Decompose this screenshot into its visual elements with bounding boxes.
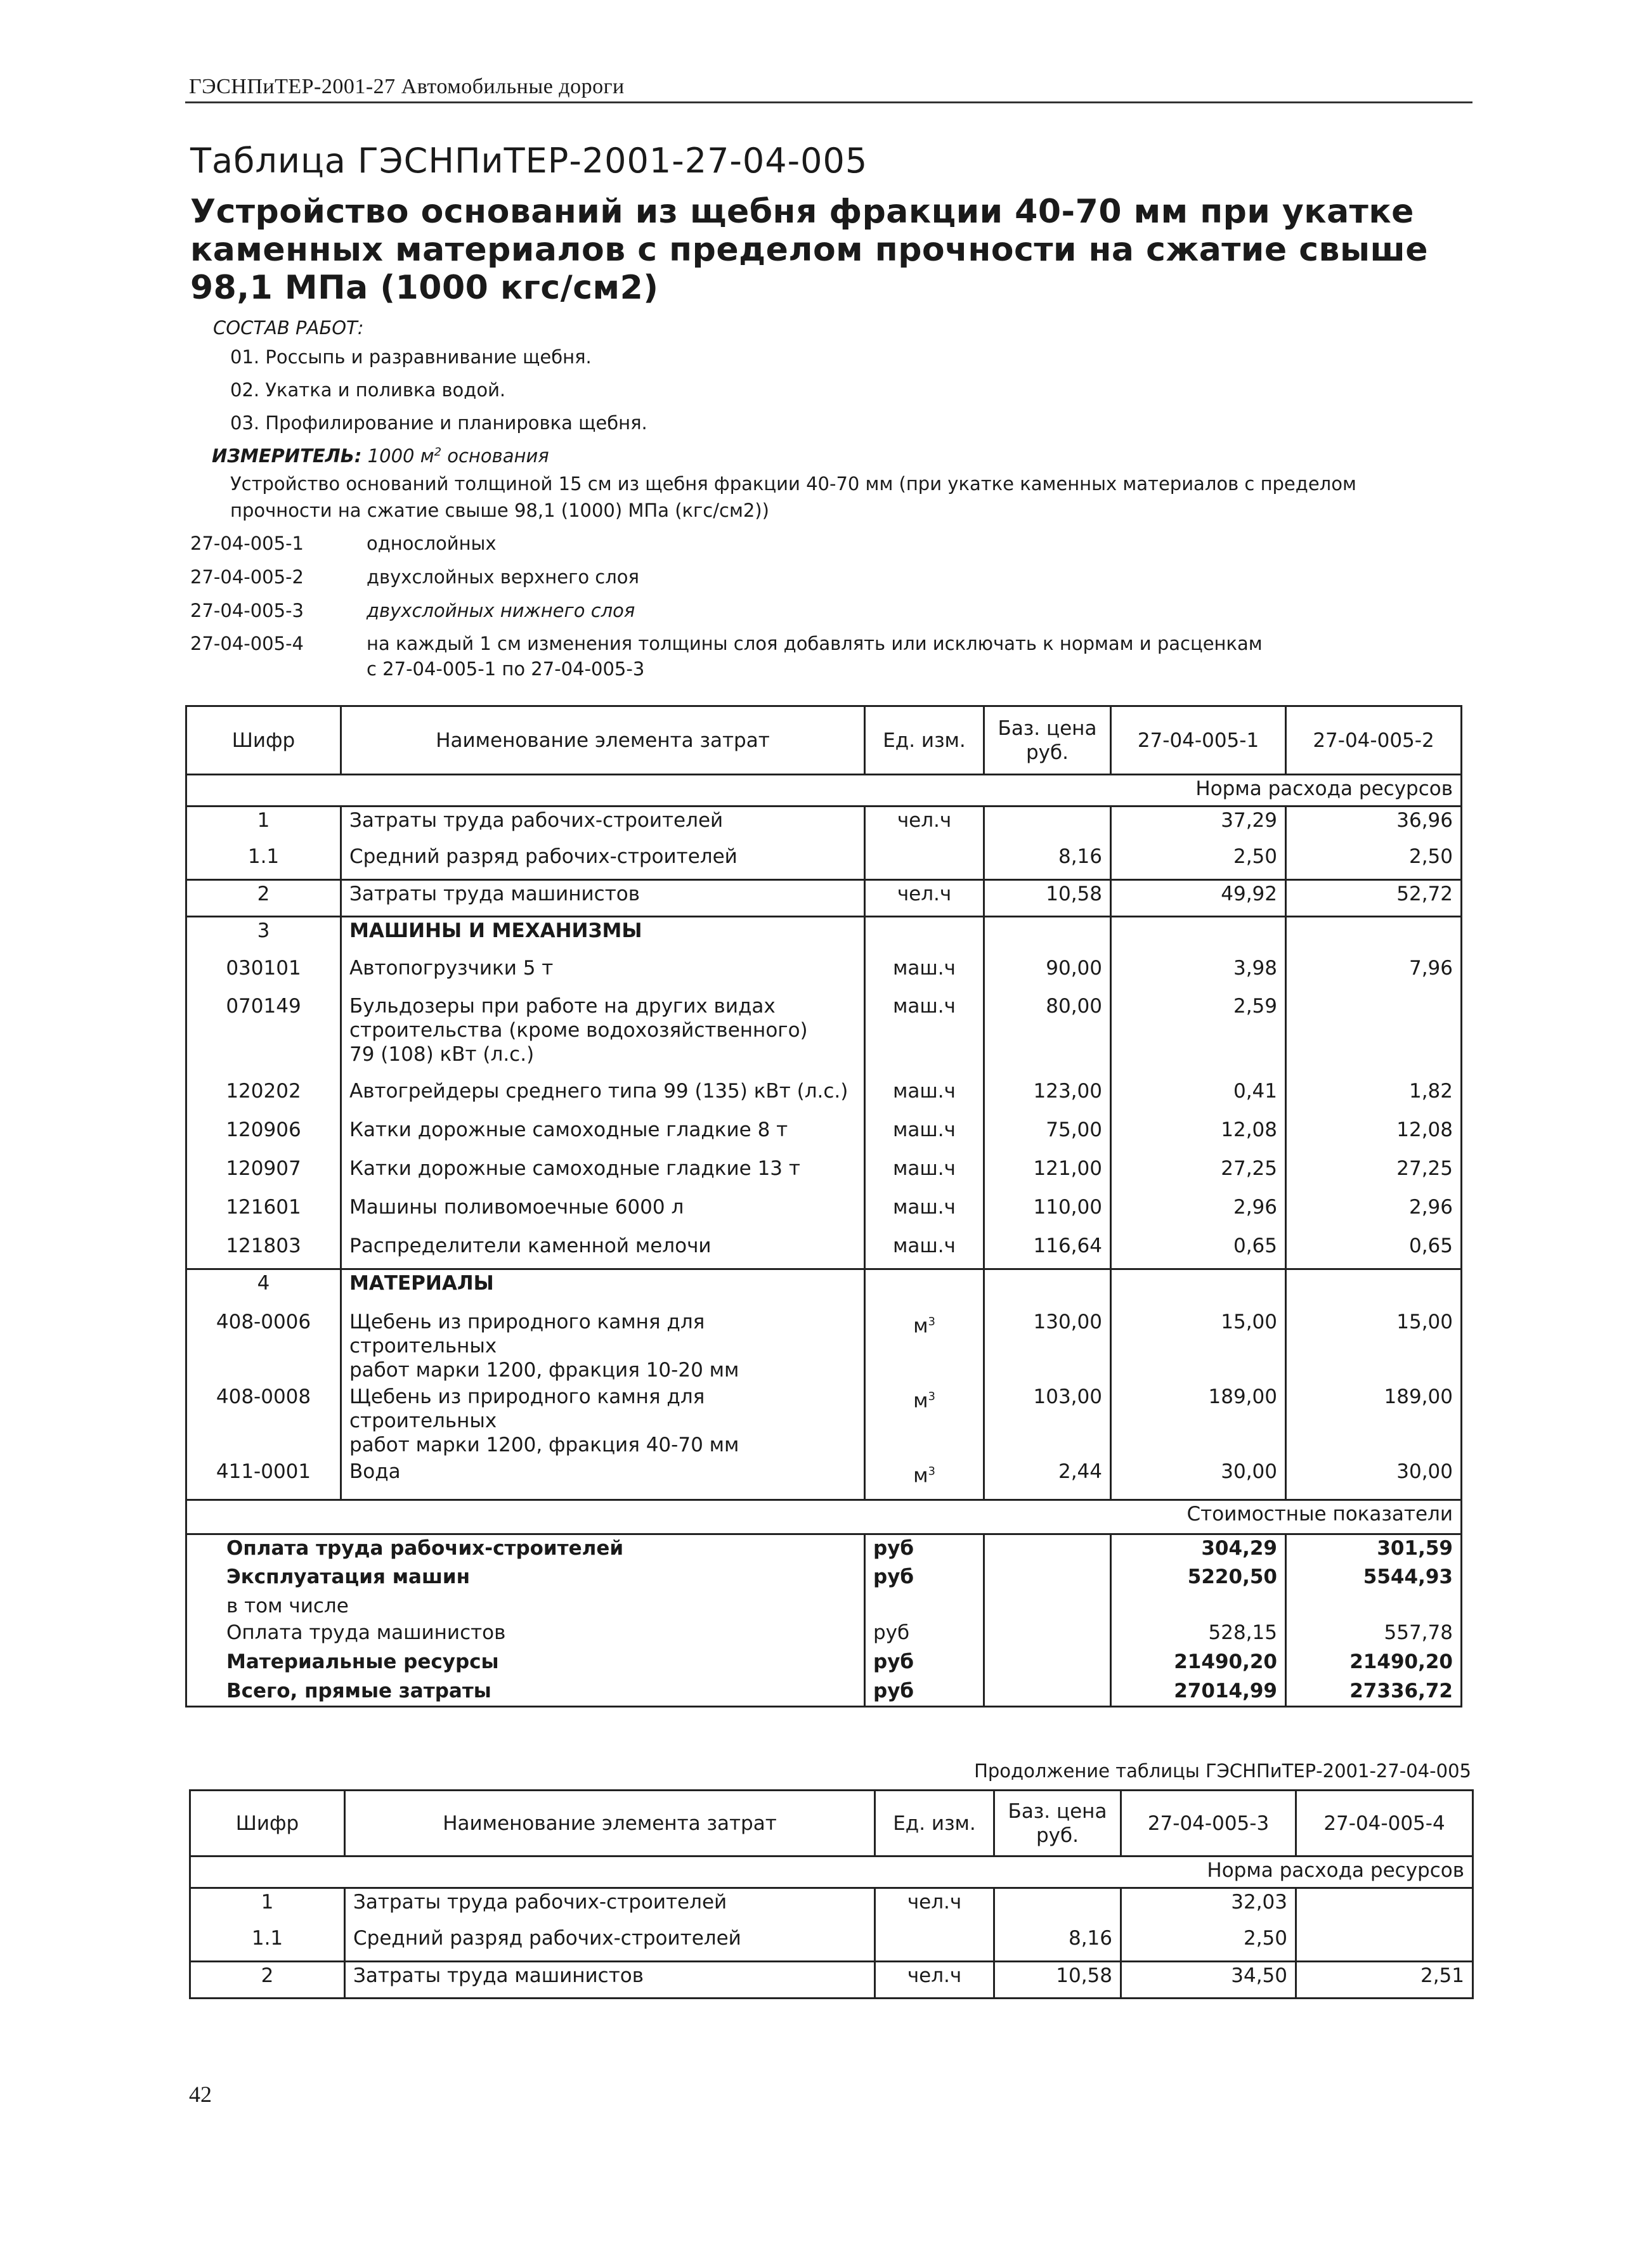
cost-name: Эксплуатация машин <box>186 1564 865 1593</box>
header-price <box>994 1791 1121 1857</box>
row-unit: маш.ч <box>865 1078 984 1117</box>
row-unit: маш.ч <box>865 955 984 993</box>
row-value-b: 12,08 <box>1286 1117 1462 1155</box>
row-price: 130,00 <box>984 1309 1111 1383</box>
row-unit <box>865 1458 984 1500</box>
row-value-b: 2,96 <box>1286 1194 1462 1233</box>
resource-table-2 <box>189 1789 1474 1999</box>
row-name: Вода <box>341 1458 865 1500</box>
code-id: 27-04-005-1 <box>190 533 304 554</box>
cost-value-a: 21490,20 <box>1111 1649 1286 1678</box>
row-value-b: 2,50 <box>1286 843 1462 880</box>
row-value-a: 49,92 <box>1111 880 1286 917</box>
code-text: на каждый 1 см изменения толщины слоя добавлять или исключать к нормам и расценкам <box>367 633 1263 654</box>
header-col-a: 27-04-005-1 <box>1111 706 1286 775</box>
row-name: Средний разряд рабочих-строителей <box>345 1925 875 1962</box>
row-name-line: Бульдозеры при работе на других видах <box>349 994 776 1018</box>
row-value-b: 36,96 <box>1286 807 1462 843</box>
row-price: 10,58 <box>984 880 1111 917</box>
row-value-b: 189,00 <box>1286 1383 1462 1458</box>
row-unit: чел.ч <box>875 1962 994 1999</box>
row-value-a: 37,29 <box>1111 807 1286 843</box>
header-unit: Ед. изм. <box>875 1791 994 1857</box>
row-code: 408-0008 <box>186 1383 341 1458</box>
row-code: 1.1 <box>190 1925 345 1962</box>
row-value-a: 27,25 <box>1111 1155 1286 1194</box>
cost-label-row <box>186 1500 1462 1534</box>
cost-unit: руб <box>865 1534 984 1564</box>
code-id: 27-04-005-2 <box>190 566 304 588</box>
work-item: 02. Укатка и поливка водой. <box>230 379 506 401</box>
row-code: 121803 <box>186 1233 341 1269</box>
cost-name: в том числе <box>186 1593 865 1619</box>
continuation-label: Продолжение таблицы ГЭСНПиТЕР-2001-27-04-005 <box>974 1760 1471 1782</box>
row-value-a: 2,96 <box>1111 1194 1286 1233</box>
row-value-a: 3,98 <box>1111 955 1286 993</box>
norm-label-row <box>186 775 1462 807</box>
table-row <box>186 1309 1462 1383</box>
row-unit: маш.ч <box>865 1117 984 1155</box>
row-price: 80,00 <box>984 993 1111 1078</box>
description-line-2: прочности на сжатие свыше 98,1 (1000) МПа (кгс/см2)) <box>230 500 769 521</box>
header-name: Наименование элемента затрат <box>345 1791 875 1857</box>
header-col-a: 27-04-005-3 <box>1121 1791 1296 1857</box>
norm-label-row <box>190 1857 1473 1888</box>
code-text: однослойных <box>367 533 497 554</box>
table-row <box>186 1155 1462 1194</box>
row-unit <box>865 843 984 880</box>
cost-row <box>186 1649 1462 1678</box>
row-value-a: 0,65 <box>1111 1233 1286 1269</box>
header-col-b: 27-04-005-4 <box>1296 1791 1473 1857</box>
table-row <box>186 993 1462 1078</box>
row-price: 103,00 <box>984 1383 1111 1458</box>
row-price: 8,16 <box>984 843 1111 880</box>
cost-name: Всего, прямые затраты <box>186 1678 865 1707</box>
row-value-b: 2,51 <box>1296 1962 1473 1999</box>
norm-label: Норма расхода ресурсов <box>186 775 1462 807</box>
row-name: Катки дорожные самоходные гладкие 13 т <box>341 1155 865 1194</box>
header-code: Шифр <box>186 706 341 775</box>
cost-unit: руб <box>865 1564 984 1593</box>
row-name: МАШИНЫ И МЕХАНИЗМЫ <box>341 917 865 955</box>
row-name: Затраты труда машинистов <box>345 1962 875 1999</box>
header-price <box>984 706 1111 775</box>
row-name: Катки дорожные самоходные гладкие 8 т <box>341 1117 865 1155</box>
cost-row <box>186 1534 1462 1564</box>
table-row <box>186 1233 1462 1269</box>
row-code: 121601 <box>186 1194 341 1233</box>
cost-value-a: 5220,50 <box>1111 1564 1286 1593</box>
table-header-row <box>186 706 1462 775</box>
resource-table-1 <box>185 705 1462 1707</box>
row-price: 110,00 <box>984 1194 1111 1233</box>
row-value-b: 1,82 <box>1286 1078 1462 1117</box>
row-price <box>984 807 1111 843</box>
row-name: Автогрейдеры среднего типа 99 (135) кВт (л.с.) <box>341 1078 865 1117</box>
table-row <box>186 1117 1462 1155</box>
row-name: Затраты труда рабочих-строителей <box>341 807 865 843</box>
unit-text: м <box>913 1314 928 1337</box>
header-price-line-1: Баз. цена <box>1008 1799 1107 1823</box>
unit-sup: 3 <box>928 1464 935 1478</box>
table-row <box>186 1078 1462 1117</box>
row-value-b <box>1286 993 1462 1078</box>
row-code: 1 <box>186 807 341 843</box>
work-item: 01. Россыпь и разравнивание щебня. <box>230 346 592 368</box>
row-code: 120907 <box>186 1155 341 1194</box>
table-row <box>186 1194 1462 1233</box>
header-code: Шифр <box>190 1791 345 1857</box>
row-value-a: 0,41 <box>1111 1078 1286 1117</box>
section-row <box>186 917 1462 955</box>
code-id: 27-04-005-3 <box>190 600 304 621</box>
row-name: МАТЕРИАЛЫ <box>341 1269 865 1309</box>
row-name-line: 79 (108) кВт (л.с.) <box>349 1042 535 1066</box>
meter-sup: 2 <box>434 445 442 459</box>
section-row <box>186 1269 1462 1309</box>
row-code: 1 <box>190 1888 345 1925</box>
meter-line <box>212 445 549 467</box>
header-rule <box>185 101 1472 103</box>
cost-value-b: 557,78 <box>1286 1619 1462 1649</box>
cost-row <box>186 1678 1462 1707</box>
row-value-b: 15,00 <box>1286 1309 1462 1383</box>
cost-unit: руб <box>865 1678 984 1707</box>
row-name: Распределители каменной мелочи <box>341 1233 865 1269</box>
row-code: 408-0006 <box>186 1309 341 1383</box>
row-name <box>341 1309 865 1383</box>
code-text: двухслойных верхнего слоя <box>367 566 639 588</box>
cost-value-a: 528,15 <box>1111 1619 1286 1649</box>
page-number: 42 <box>189 2082 212 2107</box>
cost-unit: руб <box>865 1649 984 1678</box>
row-value-a: 2,59 <box>1111 993 1286 1078</box>
row-value-b: 0,65 <box>1286 1233 1462 1269</box>
row-unit <box>865 1309 984 1383</box>
row-unit: маш.ч <box>865 993 984 1078</box>
description-line-1: Устройство оснований толщиной 15 см из щебня фракции 40-70 мм (при укатке каменных материалов с пределом <box>230 473 1356 495</box>
row-price: 116,64 <box>984 1233 1111 1269</box>
row-unit <box>865 1383 984 1458</box>
code-text: двухслойных нижнего слоя <box>367 600 635 621</box>
works-label: СОСТАВ РАБОТ: <box>213 317 364 339</box>
code-text-cont: с 27-04-005-1 по 27-04-005-3 <box>367 658 645 680</box>
cost-value-a: 27014,99 <box>1111 1678 1286 1707</box>
row-code: 3 <box>186 917 341 955</box>
header-price-line-1: Баз. цена <box>998 716 1097 740</box>
row-unit: маш.ч <box>865 1194 984 1233</box>
table-row <box>186 807 1462 843</box>
row-value-b: 52,72 <box>1286 880 1462 917</box>
table-row <box>186 843 1462 880</box>
meter-label: ИЗМЕРИТЕЛЬ: <box>212 445 362 467</box>
cost-value-b: 21490,20 <box>1286 1649 1462 1678</box>
row-value-a: 2,50 <box>1121 1925 1296 1962</box>
cost-row <box>186 1593 1462 1619</box>
row-price: 123,00 <box>984 1078 1111 1117</box>
row-name <box>341 993 865 1078</box>
row-price: 121,00 <box>984 1155 1111 1194</box>
row-name-line: Щебень из природного камня для строительных <box>349 1310 705 1358</box>
cost-name: Оплата труда рабочих-строителей <box>186 1534 865 1564</box>
cost-name: Материальные ресурсы <box>186 1649 865 1678</box>
row-name: Автопогрузчики 5 т <box>341 955 865 993</box>
unit-sup: 3 <box>928 1389 935 1403</box>
running-header: ГЭСНПиТЕР-2001-27 Автомобильные дороги <box>189 75 625 98</box>
row-unit: маш.ч <box>865 1155 984 1194</box>
cost-row <box>186 1564 1462 1593</box>
row-name <box>341 1383 865 1458</box>
row-value-a: 189,00 <box>1111 1383 1286 1458</box>
work-item: 03. Профилирование и планировка щебня. <box>230 412 647 434</box>
row-unit: чел.ч <box>875 1888 994 1925</box>
table-row <box>186 880 1462 917</box>
table-header-row <box>190 1791 1473 1857</box>
norm-label: Норма расхода ресурсов <box>190 1857 1473 1888</box>
row-price: 10,58 <box>994 1962 1121 1999</box>
unit-sup: 3 <box>928 1314 935 1328</box>
header-price-line-2: руб. <box>1036 1824 1079 1847</box>
unit-text: м <box>913 1463 928 1487</box>
cost-unit: руб <box>865 1619 984 1649</box>
row-name-line: работ марки 1200, фракция 10-20 мм <box>349 1358 739 1382</box>
row-value-a: 12,08 <box>1111 1117 1286 1155</box>
table-title: Таблица ГЭСНПиТЕР-2001-27-04-005 <box>190 141 868 181</box>
row-name-line: строительства (кроме водохозяйственного) <box>349 1018 808 1042</box>
cost-value-b: 27336,72 <box>1286 1678 1462 1707</box>
cost-value-b: 5544,93 <box>1286 1564 1462 1593</box>
row-value-a: 2,50 <box>1111 843 1286 880</box>
unit-text: м <box>913 1389 928 1412</box>
header-name: Наименование элемента затрат <box>341 706 865 775</box>
table-row <box>190 1962 1473 1999</box>
section-title-line-3: 98,1 МПа (1000 кгс/см2) <box>190 269 659 307</box>
meter-tail: основания <box>441 445 549 467</box>
row-value-b: 27,25 <box>1286 1155 1462 1194</box>
row-name: Средний разряд рабочих-строителей <box>341 843 865 880</box>
table-row <box>186 955 1462 993</box>
row-unit: чел.ч <box>865 880 984 917</box>
row-value-b: 7,96 <box>1286 955 1462 993</box>
code-id: 27-04-005-4 <box>190 633 304 654</box>
table-row <box>186 1383 1462 1458</box>
row-price: 2,44 <box>984 1458 1111 1500</box>
row-code: 120202 <box>186 1078 341 1117</box>
meter-value: 1000 м <box>367 445 434 467</box>
row-value-a: 15,00 <box>1111 1309 1286 1383</box>
row-unit: чел.ч <box>865 807 984 843</box>
row-value-b <box>1296 1925 1473 1962</box>
row-name-line: Щебень из природного камня для строительных <box>349 1385 705 1432</box>
row-value-a: 30,00 <box>1111 1458 1286 1500</box>
row-value-b: 30,00 <box>1286 1458 1462 1500</box>
cost-name: Оплата труда машинистов <box>186 1619 865 1649</box>
table-row <box>190 1925 1473 1962</box>
row-price: 8,16 <box>994 1925 1121 1962</box>
cost-value-b: 301,59 <box>1286 1534 1462 1564</box>
row-value-a: 32,03 <box>1121 1888 1296 1925</box>
row-code: 070149 <box>186 993 341 1078</box>
row-code: 411-0001 <box>186 1458 341 1500</box>
row-value-b <box>1296 1888 1473 1925</box>
row-code: 2 <box>186 880 341 917</box>
row-name: Затраты труда машинистов <box>341 880 865 917</box>
row-code: 030101 <box>186 955 341 993</box>
cost-label: Стоимостные показатели <box>186 1500 1462 1534</box>
table-row <box>190 1888 1473 1925</box>
section-title-line-2: каменных материалов с пределом прочности на сжатие свыше <box>190 231 1428 269</box>
table-row <box>186 1458 1462 1500</box>
row-code: 120906 <box>186 1117 341 1155</box>
row-code: 4 <box>186 1269 341 1309</box>
row-name: Машины поливомоечные 6000 л <box>341 1194 865 1233</box>
row-code: 1.1 <box>186 843 341 880</box>
header-unit: Ед. изм. <box>865 706 984 775</box>
row-price: 75,00 <box>984 1117 1111 1155</box>
header-col-b: 27-04-005-2 <box>1286 706 1462 775</box>
row-value-a: 34,50 <box>1121 1962 1296 1999</box>
section-title-line-1: Устройство оснований из щебня фракции 40-70 мм при укатке <box>190 193 1414 231</box>
row-code: 2 <box>190 1962 345 1999</box>
cost-value-a: 304,29 <box>1111 1534 1286 1564</box>
row-price <box>994 1888 1121 1925</box>
row-unit: маш.ч <box>865 1233 984 1269</box>
row-price: 90,00 <box>984 955 1111 993</box>
row-name: Затраты труда рабочих-строителей <box>345 1888 875 1925</box>
cost-row <box>186 1619 1462 1649</box>
header-price-line-2: руб. <box>1026 741 1069 764</box>
row-unit <box>875 1925 994 1962</box>
row-name-line: работ марки 1200, фракция 40-70 мм <box>349 1433 739 1456</box>
